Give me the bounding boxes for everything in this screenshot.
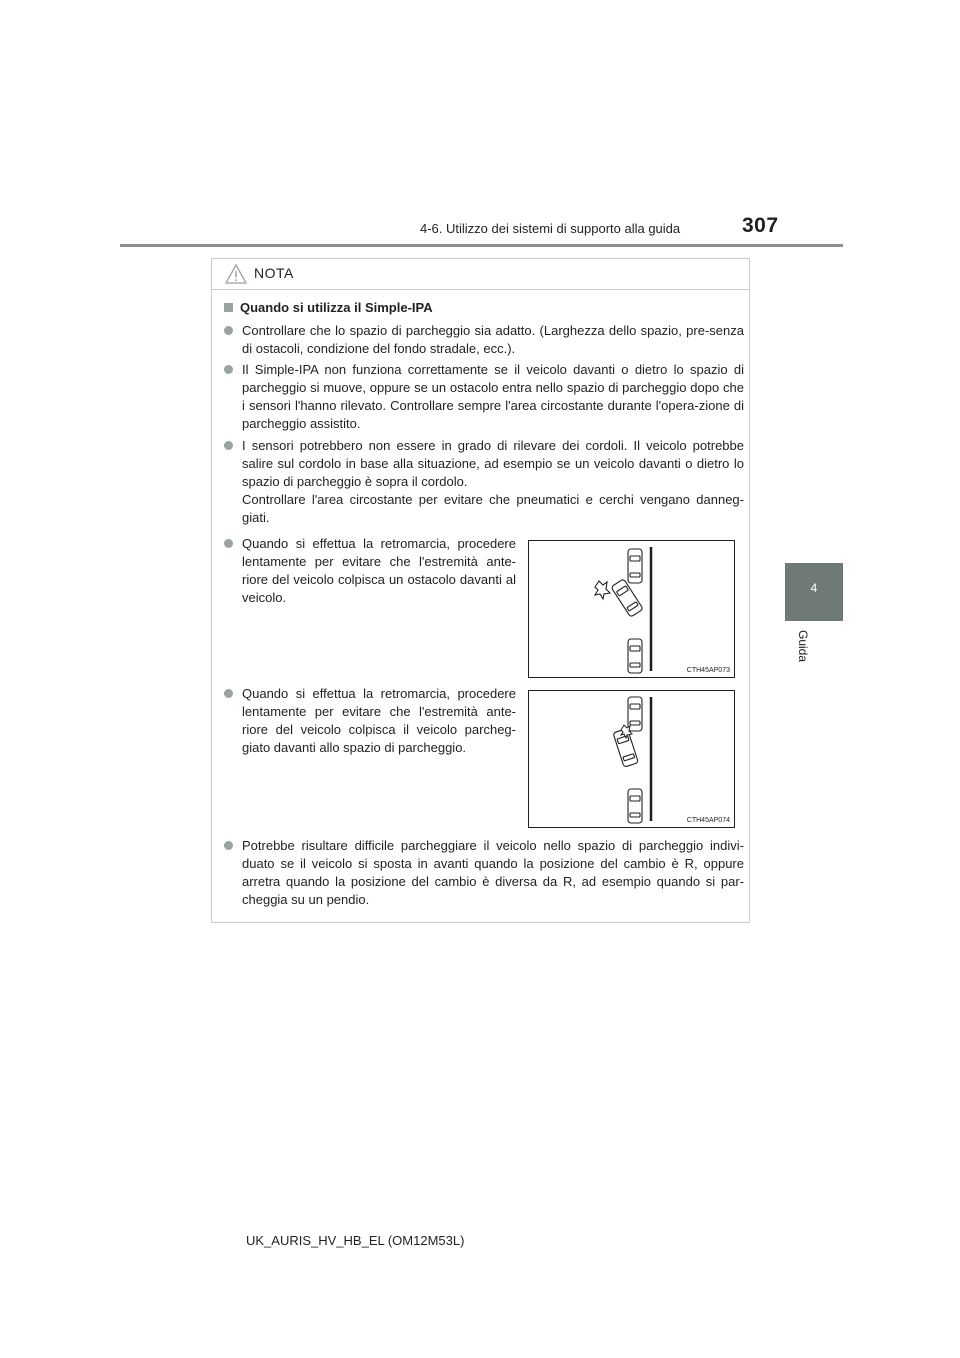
bullet-icon (224, 365, 233, 374)
figure-parked-vehicle (528, 690, 735, 828)
note-box (211, 258, 750, 923)
figure-code: CTH45AP074 (686, 817, 730, 824)
square-bullet-icon (224, 303, 233, 312)
list-item: Potrebbe risultare difficile parcheggiare il veicolo nello spazio di parcheggio indivi-duato se il veicolo si sposta in avanti quando la posizione del cambio è R, oppure arretra quando la posizione del cambio è diversa da R, ad esempio quando si par-cheggia su un pendio. (242, 837, 744, 909)
warning-triangle-icon (225, 264, 247, 289)
chapter-tab (785, 563, 843, 621)
bullet-icon (224, 539, 233, 548)
figure-code: CTH45AP073 (686, 667, 730, 674)
list-item: Controllare che lo spazio di parcheggio sia adatto. (Larghezza dello spazio, pre-senza di ostacoli, condizione del fondo stradale, ecc.). (242, 322, 744, 358)
header-rule (120, 244, 843, 247)
page-number: 307 (742, 214, 779, 237)
bullet-icon (224, 326, 233, 335)
list-item: Quando si effettua la retromarcia, procedere lentamente per evitare che l'estremità ante-riore del veicolo colpisca un ostacolo davanti al veicolo. (242, 535, 516, 607)
list-item: I sensori potrebbero non essere in grado di rilevare dei cordoli. Il veicolo potrebbe salire sul cordolo in base alla situazione, ad esempio se un veicolo davanti o dietro lo spazio di parcheggio è sopra il cordolo. Controllare l'area circostante per evitare che pneumatici e cerchi vengano danneg-giati. (242, 437, 744, 527)
running-header-title: 4-6. Utilizzo dei sistemi di supporto alla guida (420, 221, 681, 236)
bullet-icon (224, 689, 233, 698)
section-heading: Quando si utilizza il Simple-IPA (224, 300, 433, 315)
note-header (212, 259, 749, 290)
chapter-label: Guida (796, 630, 810, 663)
note-title: NOTA (254, 265, 294, 281)
chapter-number: 4 (810, 581, 818, 595)
list-item: Il Simple-IPA non funziona correttamente se il veicolo davanti o dietro lo spazio di parcheggio si muove, oppure se un ostacolo entra nello spazio di parcheggio dopo che i sensori l'hanno rilevato. Controllare sempre l'area circostante durante l'opera-zione di parcheggio assistito. (242, 361, 744, 433)
list-item: Quando si effettua la retromarcia, procedere lentamente per evitare che l'estremità ante-riore del veicolo colpisca il veicolo parcheg-giato davanti allo spazio di parcheggio. (242, 685, 516, 757)
footer-model-code: UK_AURIS_HV_HB_EL (OM12M53L) (246, 1233, 465, 1248)
figure-parking-obstacle (528, 540, 735, 678)
bullet-icon (224, 841, 233, 850)
bullet-icon (224, 441, 233, 450)
